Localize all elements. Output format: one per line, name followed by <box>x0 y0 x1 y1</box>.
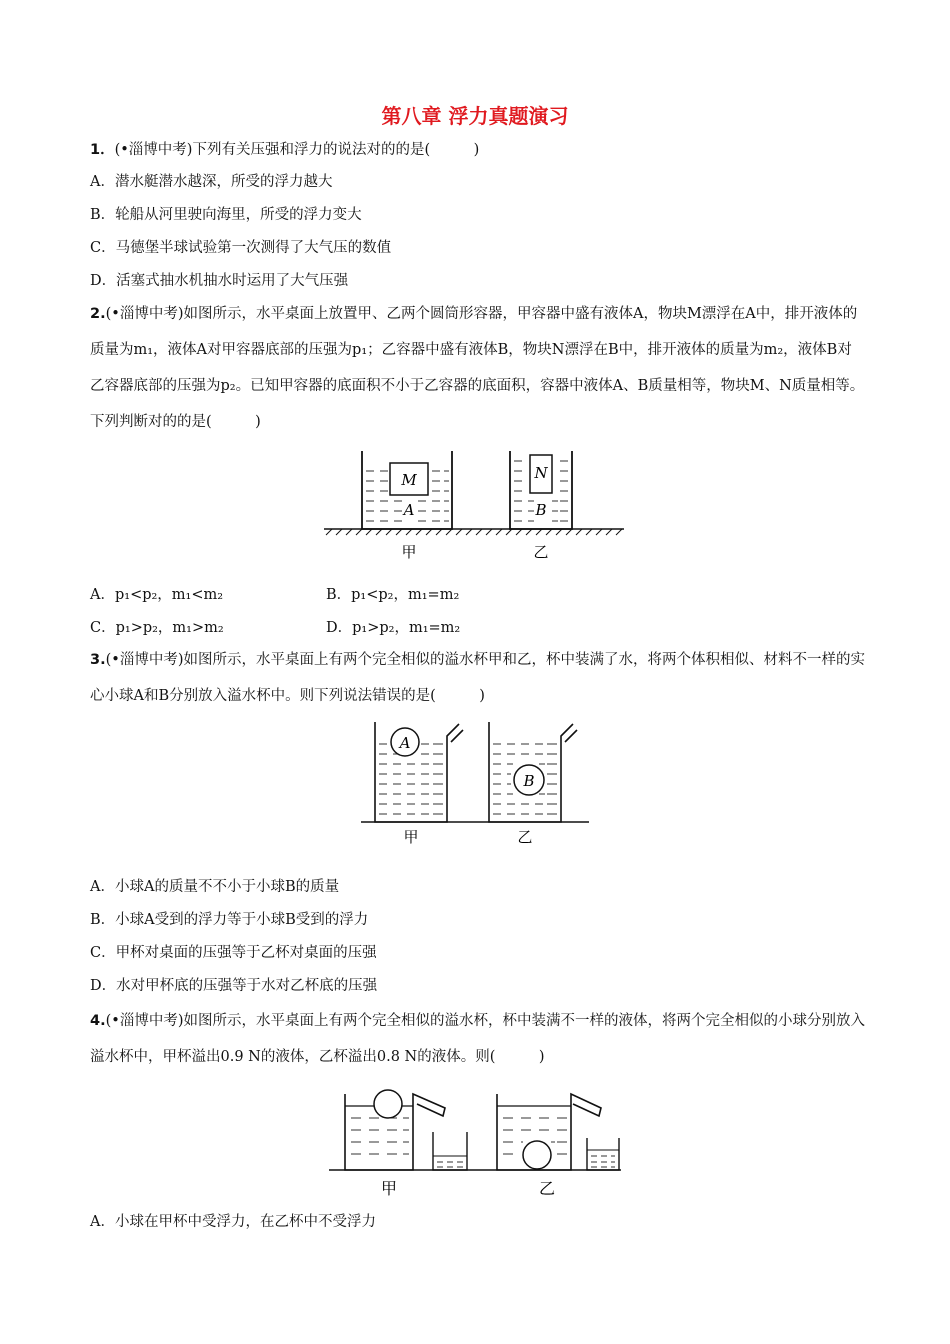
label-b: B <box>535 501 547 519</box>
label-yi: 乙 <box>533 543 549 561</box>
ball-yi <box>523 1141 551 1169</box>
ball-jia <box>374 1090 402 1118</box>
label-jia: 甲 <box>403 828 419 846</box>
q2-option-a: A．p₁<p₂，m₁<m₂ <box>90 587 224 603</box>
container-jia <box>362 451 452 529</box>
q2-option-b: B．p₁<p₂，m₁=m₂ <box>326 587 460 603</box>
question-2-text: (•淄博中考)如图所示，水平桌面上放置甲、乙两个圆筒形容器，甲容器中盛有液体A，物块M漂浮在A中，排开液体的质量为m₁，液体A对甲容器底部的压强为p₁；乙容器中盛有液体B，物块N漂浮在B中，排开液体的质量为m₂，液体B对乙容器底部的压强为p₂。已知甲容器的底面积不小于乙容器的底面积，容器中液体A、B质量相等，物块M、N质量相等。下列判断对的的是( ) <box>90 306 865 430</box>
beaker-yi <box>587 1138 619 1170</box>
q3-option-d: D．水对甲杯底的压强等于水对乙杯底的压强 <box>90 978 378 994</box>
q2-option-d: D．p₁>p₂，m₁=m₂ <box>326 620 461 636</box>
q1-option-d: D．活塞式抽水机抽水时运用了大气压强 <box>90 273 349 289</box>
overflow-cup-yi <box>489 722 577 822</box>
question-4-stem <box>90 1003 865 1075</box>
q3-option-c: C．甲杯对桌面的压强等于乙杯对桌面的压强 <box>90 945 377 961</box>
page-title: 第八章 浮力真题演习 <box>381 104 569 128</box>
question-4-number: 4. <box>90 1013 106 1029</box>
q2-option-c: C．p₁>p₂，m₁>m₂ <box>90 620 224 636</box>
beaker-jia <box>433 1132 467 1170</box>
overflow-cup-jia <box>375 722 463 822</box>
q2-figure <box>318 445 628 565</box>
q4-figure <box>325 1080 625 1200</box>
label-ball-a: A <box>399 734 411 752</box>
label-ball-b: B <box>523 772 535 790</box>
question-3-text: (•淄博中考)如图所示，水平桌面上有两个完全相似的溢水杯甲和乙，杯中装满了水，将两个体积相似、材料不一样的实心小球A和B分别放入溢水杯中。则下列说法错误的是( ) <box>90 652 865 704</box>
question-2-number: 2. <box>90 306 106 322</box>
q3-figure <box>355 714 595 849</box>
q1-option-c: C．马德堡半球试验第一次测得了大气压的数值 <box>90 240 392 256</box>
label-m: M <box>401 471 417 489</box>
question-3-stem <box>90 642 865 714</box>
label-jia: 甲 <box>380 1179 398 1198</box>
label-n: N <box>534 464 548 482</box>
q3-option-a: A．小球A的质量不不小于小球B的质量 <box>90 879 340 895</box>
overflow-cup-yi <box>497 1094 619 1170</box>
overflow-cup-jia <box>345 1090 467 1170</box>
label-jia: 甲 <box>401 543 417 561</box>
label-a: A <box>403 501 415 519</box>
q1-option-b: B．轮船从河里驶向海里，所受的浮力变大 <box>90 207 362 223</box>
container-yi <box>510 451 572 529</box>
question-2-stem <box>90 296 865 440</box>
question-1-text: (•淄博中考)下列有关压强和浮力的说法对的的是( ) <box>114 142 480 158</box>
question-1-number: 1． <box>90 142 115 158</box>
q3-option-b: B．小球A受到的浮力等于小球B受到的浮力 <box>90 912 369 928</box>
label-yi: 乙 <box>517 828 533 846</box>
q1-option-a: A．潜水艇潜水越深，所受的浮力越大 <box>90 174 333 190</box>
q4-option-a: A．小球在甲杯中受浮力，在乙杯中不受浮力 <box>90 1214 376 1230</box>
question-3-number: 3. <box>90 652 106 668</box>
question-1-stem <box>90 140 479 160</box>
question-4-text: (•淄博中考)如图所示，水平桌面上有两个完全相似的溢水杯，杯中装满不一样的液体，将两个完全相似的小球分别放入溢水杯中，甲杯溢出0.9 N的液体，乙杯溢出0.8 N的液体。则( ) <box>90 1013 865 1065</box>
label-yi: 乙 <box>538 1179 556 1198</box>
